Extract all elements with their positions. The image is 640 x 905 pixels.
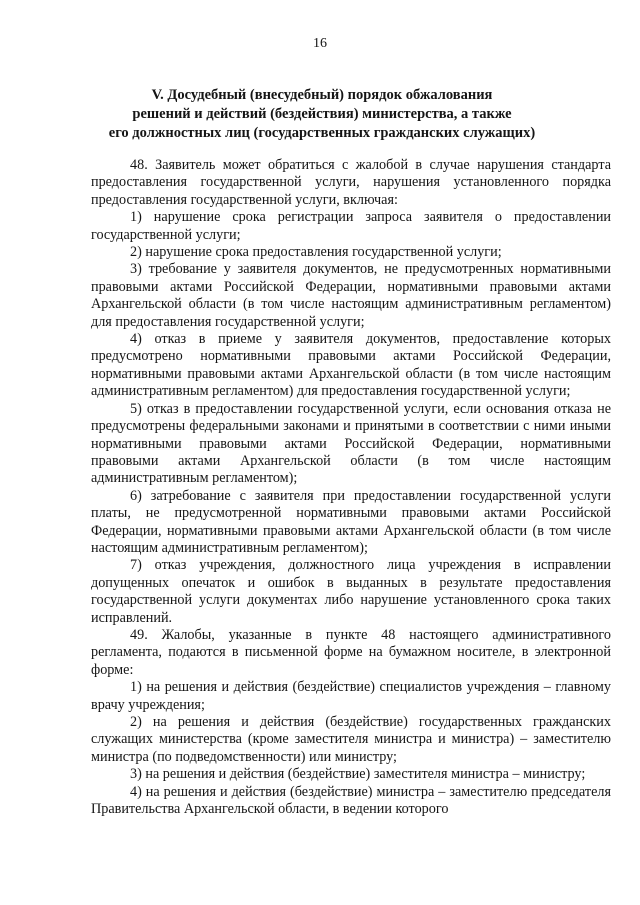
- paragraph-48-item-7: 7) отказ учреждения, должностного лица учреждения в исправлении допущенных опечаток и ошибок в выданных в результате предоставления государственной услуги документах либо нарушение установленного срока таких исправлений.: [91, 557, 611, 626]
- paragraph-49-item-2: 2) на решения и действия (бездействие) государственных гражданских служащих министерства (кроме заместителя министра и министра) – заместителю министра (по подведомственности) или министру;: [91, 714, 611, 765]
- paragraph-48-item-2: 2) нарушение срока предоставления государственной услуги;: [130, 244, 502, 261]
- paragraph-48-intro: 48. Заявитель может обратиться с жалобой в случае нарушения стандарта предоставления государственной услуги, нарушения установленного порядка предоставления государственной услуги, включая:: [91, 157, 611, 208]
- heading-line-3: его должностных лиц (государственных гражданских служащих): [108, 125, 536, 141]
- document-body: [91, 157, 611, 818]
- paragraph-49-intro: 49. Жалобы, указанные в пункте 48 настоящего административного регламента, подаются в письменной форме на бумажном носителе, в электронной форме:: [91, 626, 611, 678]
- heading-line-2: решений и действий (бездействия) министерства, а также: [132, 106, 512, 122]
- paragraph-48-item-6: 6) затребование с заявителя при предоставлении государственной услуги платы, не предусмотренной нормативными правовыми актами Российской Федерации, нормативными правовыми актами Архангельской области (в том числе настоящим административным регламентом);: [91, 487, 611, 556]
- paragraph-49-item-1: 1) на решения и действия (бездействие) специалистов учреждения – главному врачу учреждения;: [91, 679, 611, 713]
- page-number: 16: [313, 36, 327, 51]
- section-heading: [80, 86, 564, 143]
- paragraph-49-item-3: 3) на решения и действия (бездействие) заместителя министра – министру;: [130, 766, 586, 783]
- paragraph-48-item-5: 5) отказ в предоставлении государственной услуги, если основания отказа не предусмотрены федеральными законами и принятыми в соответствии с ними иными нормативными правовыми актами Российской Федерации, нормативными правовыми актами Архангельской области (в том числе настоящим административным регламентом);: [91, 400, 611, 487]
- paragraph-48-item-3: 3) требование у заявителя документов, не предусмотренных нормативными правовыми актами Российской Федерации, нормативными правовыми актами Архангельской области (в том числе настоящим административным регламентом) для предоставления государственной услуги;: [91, 261, 611, 330]
- paragraph-48-item-4: 4) отказ в приеме у заявителя документов, предоставление которых предусмотрено нормативными правовыми актами Российской Федерации, нормативными правовыми актами Архангельской области (в том числе настоящим административным регламентом) для предоставления государственной услуги;: [91, 331, 611, 400]
- paragraph-48-item-1: 1) нарушение срока регистрации запроса заявителя о предоставлении государственной услуги;: [91, 209, 611, 243]
- paragraph-49-item-4: 4) на решения и действия (бездействие) министра – заместителю председателя Правительства Архангельской области, в ведении которого: [91, 783, 611, 818]
- heading-line-1: V. Досудебный (внесудебный) порядок обжалования: [151, 87, 493, 103]
